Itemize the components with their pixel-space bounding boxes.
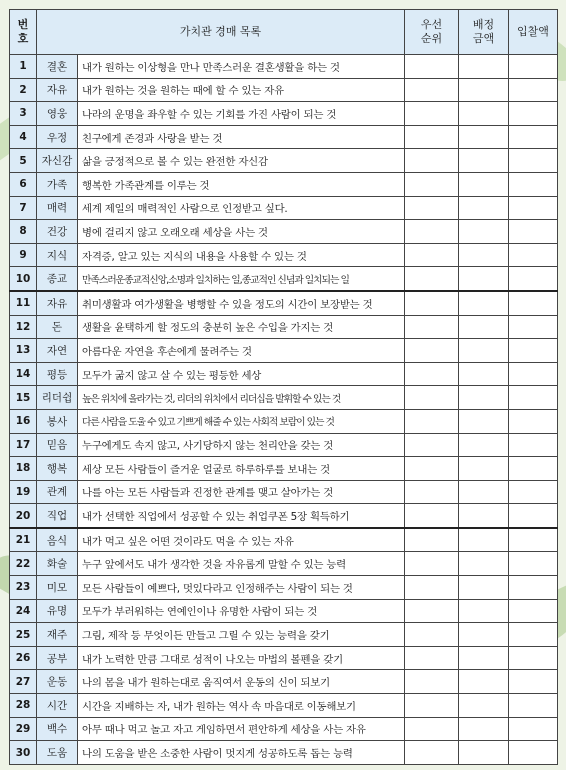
value-description: 세상 모든 사람들이 즐거운 얼굴로 하루하루를 보내는 것 (78, 457, 405, 481)
row-number: 16 (10, 409, 37, 433)
allocation-cell[interactable] (459, 339, 509, 363)
priority-cell[interactable] (405, 480, 459, 504)
value-description: 세계 제일의 매력적인 사람으로 인정받고 싶다. (78, 196, 405, 220)
bid-cell[interactable] (509, 433, 558, 457)
priority-cell[interactable] (405, 102, 459, 126)
value-category: 화술 (37, 552, 78, 576)
value-category: 매력 (37, 196, 78, 220)
header-bid: 입찰액 (509, 10, 558, 55)
row-number: 9 (10, 243, 37, 267)
bid-cell[interactable] (509, 291, 558, 315)
value-category: 유명 (37, 599, 78, 623)
value-description: 내가 선택한 직업에서 성공할 수 있는 취업쿠폰 5장 획득하기 (78, 504, 405, 528)
allocation-cell[interactable] (459, 433, 509, 457)
bid-cell[interactable] (509, 646, 558, 670)
bid-cell[interactable] (509, 172, 558, 196)
header-number: 번호 (10, 10, 37, 55)
row-number: 17 (10, 433, 37, 457)
allocation-cell[interactable] (459, 694, 509, 718)
allocation-cell[interactable] (459, 741, 509, 765)
row-number: 4 (10, 125, 37, 149)
value-category: 믿음 (37, 433, 78, 457)
value-category: 리더쉽 (37, 386, 78, 410)
value-description: 나라의 운명을 좌우할 수 있는 기회를 가진 사람이 되는 것 (78, 102, 405, 126)
row-number: 20 (10, 504, 37, 528)
bid-cell[interactable] (509, 196, 558, 220)
table-row (10, 409, 558, 433)
value-category: 음식 (37, 528, 78, 552)
priority-cell[interactable] (405, 528, 459, 552)
allocation-cell[interactable] (459, 315, 509, 339)
allocation-cell[interactable] (459, 504, 509, 528)
allocation-cell[interactable] (459, 78, 509, 102)
value-description: 그림, 제작 등 무엇이든 만들고 그릴 수 있는 능력을 갖기 (78, 623, 405, 647)
priority-cell[interactable] (405, 220, 459, 244)
table-row (10, 433, 558, 457)
allocation-cell[interactable] (459, 220, 509, 244)
table-row (10, 102, 558, 126)
bid-cell[interactable] (509, 528, 558, 552)
row-number: 18 (10, 457, 37, 481)
value-category: 관계 (37, 480, 78, 504)
allocation-cell[interactable] (459, 149, 509, 173)
value-category: 평등 (37, 362, 78, 386)
row-number: 19 (10, 480, 37, 504)
value-description: 누구에게도 속지 않고, 사기당하지 않는 천리안을 갖는 것 (78, 433, 405, 457)
priority-cell[interactable] (405, 291, 459, 315)
allocation-cell[interactable] (459, 102, 509, 126)
allocation-cell[interactable] (459, 291, 509, 315)
table-row (10, 457, 558, 481)
row-number: 25 (10, 623, 37, 647)
value-category: 지식 (37, 243, 78, 267)
table-row (10, 741, 558, 765)
row-number: 21 (10, 528, 37, 552)
table-row (10, 504, 558, 528)
bid-cell[interactable] (509, 267, 558, 291)
allocation-cell[interactable] (459, 528, 509, 552)
header-priority: 우선순위 (405, 10, 459, 55)
value-category: 자연 (37, 339, 78, 363)
allocation-cell[interactable] (459, 552, 509, 576)
priority-cell[interactable] (405, 125, 459, 149)
priority-cell[interactable] (405, 670, 459, 694)
row-number: 30 (10, 741, 37, 765)
table-row (10, 172, 558, 196)
bid-cell[interactable] (509, 362, 558, 386)
value-description: 취미생활과 여가생활을 병행할 수 있을 정도의 시간이 보장받는 것 (78, 291, 405, 315)
table-row (10, 291, 558, 315)
table-row (10, 717, 558, 741)
bid-cell[interactable] (509, 55, 558, 79)
bid-cell[interactable] (509, 457, 558, 481)
value-description: 행복한 가족관계를 이루는 것 (78, 172, 405, 196)
value-description: 누구 앞에서도 내가 생각한 것을 자유롭게 말할 수 있는 능력 (78, 552, 405, 576)
value-category: 도움 (37, 741, 78, 765)
value-description: 모든 사람들이 예쁘다, 멋있다라고 인정해주는 사람이 되는 것 (78, 576, 405, 600)
value-description: 아무 때나 먹고 놀고 자고 게임하면서 편안하게 세상을 사는 자유 (78, 717, 405, 741)
value-category: 백수 (37, 717, 78, 741)
priority-cell[interactable] (405, 149, 459, 173)
value-category: 결혼 (37, 55, 78, 79)
header-list-title: 가치관 경매 목록 (37, 10, 405, 55)
value-description: 높은 위치에 올라가는 것, 리더의 위치에서 리더십을 발휘할 수 있는 것 (78, 386, 405, 410)
bid-cell[interactable] (509, 409, 558, 433)
priority-cell[interactable] (405, 386, 459, 410)
allocation-cell[interactable] (459, 480, 509, 504)
value-description: 병에 걸리지 않고 오래오래 세상을 사는 것 (78, 220, 405, 244)
row-number: 22 (10, 552, 37, 576)
priority-cell[interactable] (405, 78, 459, 102)
priority-cell[interactable] (405, 552, 459, 576)
value-description: 내가 먹고 싶은 어떤 것이라도 먹을 수 있는 자유 (78, 528, 405, 552)
bid-cell[interactable] (509, 125, 558, 149)
priority-cell[interactable] (405, 339, 459, 363)
priority-cell[interactable] (405, 362, 459, 386)
header-allocation: 배정금액 (459, 10, 509, 55)
value-description: 자격증, 알고 있는 지식의 내용을 사용할 수 있는 것 (78, 243, 405, 267)
bid-cell[interactable] (509, 552, 558, 576)
priority-cell[interactable] (405, 172, 459, 196)
table-row (10, 339, 558, 363)
allocation-cell[interactable] (459, 172, 509, 196)
value-description: 친구에게 존경과 사랑을 받는 것 (78, 125, 405, 149)
row-number: 2 (10, 78, 37, 102)
value-category: 운동 (37, 670, 78, 694)
row-number: 6 (10, 172, 37, 196)
allocation-cell[interactable] (459, 599, 509, 623)
priority-cell[interactable] (405, 717, 459, 741)
table-row (10, 670, 558, 694)
value-category: 자신감 (37, 149, 78, 173)
priority-cell[interactable] (405, 457, 459, 481)
value-category: 미모 (37, 576, 78, 600)
table-row (10, 267, 558, 291)
row-number: 10 (10, 267, 37, 291)
priority-cell[interactable] (405, 646, 459, 670)
priority-cell[interactable] (405, 576, 459, 600)
value-category: 자유 (37, 78, 78, 102)
bid-cell[interactable] (509, 694, 558, 718)
table-row (10, 623, 558, 647)
priority-cell[interactable] (405, 196, 459, 220)
row-number: 12 (10, 315, 37, 339)
bid-cell[interactable] (509, 480, 558, 504)
bid-cell[interactable] (509, 243, 558, 267)
bid-cell[interactable] (509, 717, 558, 741)
table-row (10, 552, 558, 576)
allocation-cell[interactable] (459, 623, 509, 647)
bid-cell[interactable] (509, 623, 558, 647)
allocation-cell[interactable] (459, 386, 509, 410)
allocation-cell[interactable] (459, 646, 509, 670)
table-row (10, 55, 558, 79)
value-description: 삶을 긍정적으로 볼 수 있는 완전한 자신감 (78, 149, 405, 173)
priority-cell[interactable] (405, 409, 459, 433)
value-category: 시간 (37, 694, 78, 718)
table-row (10, 315, 558, 339)
row-number: 5 (10, 149, 37, 173)
allocation-cell[interactable] (459, 267, 509, 291)
value-category: 봉사 (37, 409, 78, 433)
priority-cell[interactable] (405, 433, 459, 457)
priority-cell[interactable] (405, 315, 459, 339)
value-category: 영웅 (37, 102, 78, 126)
value-description: 내가 노력한 만큼 그대로 성적이 나오는 마법의 볼펜을 갖기 (78, 646, 405, 670)
table-row (10, 528, 558, 552)
row-number: 26 (10, 646, 37, 670)
priority-cell[interactable] (405, 599, 459, 623)
priority-cell[interactable] (405, 623, 459, 647)
bid-cell[interactable] (509, 339, 558, 363)
table-row (10, 78, 558, 102)
value-description: 생활을 윤택하게 할 정도의 충분히 높은 수입을 가지는 것 (78, 315, 405, 339)
value-category: 가족 (37, 172, 78, 196)
table-row (10, 243, 558, 267)
row-number: 13 (10, 339, 37, 363)
row-number: 23 (10, 576, 37, 600)
value-category: 자유 (37, 291, 78, 315)
row-number: 3 (10, 102, 37, 126)
value-category: 종교 (37, 267, 78, 291)
value-description: 모두가 부러워하는 연예인이나 유명한 사람이 되는 것 (78, 599, 405, 623)
value-category: 건강 (37, 220, 78, 244)
bid-cell[interactable] (509, 576, 558, 600)
row-number: 29 (10, 717, 37, 741)
bid-cell[interactable] (509, 78, 558, 102)
allocation-cell[interactable] (459, 196, 509, 220)
table-row (10, 220, 558, 244)
priority-cell[interactable] (405, 694, 459, 718)
value-description: 내가 원하는 것을 원하는 때에 할 수 있는 자유 (78, 78, 405, 102)
bid-cell[interactable] (509, 102, 558, 126)
row-number: 27 (10, 670, 37, 694)
row-number: 15 (10, 386, 37, 410)
allocation-cell[interactable] (459, 125, 509, 149)
allocation-cell[interactable] (459, 457, 509, 481)
allocation-cell[interactable] (459, 717, 509, 741)
table-row (10, 362, 558, 386)
table-row (10, 196, 558, 220)
bid-cell[interactable] (509, 315, 558, 339)
value-auction-table (9, 9, 558, 765)
value-description: 나의 도움을 받은 소중한 사람이 멋지게 성공하도록 돕는 능력 (78, 741, 405, 765)
row-number: 1 (10, 55, 37, 79)
table-row (10, 149, 558, 173)
value-description: 만족스러운종교적신앙,소명과 일치하는 일,종교적인 신념과 일치되는 일 (78, 267, 405, 291)
bid-cell[interactable] (509, 149, 558, 173)
row-number: 8 (10, 220, 37, 244)
bid-cell[interactable] (509, 504, 558, 528)
priority-cell[interactable] (405, 741, 459, 765)
value-category: 직업 (37, 504, 78, 528)
allocation-cell[interactable] (459, 576, 509, 600)
table-row (10, 480, 558, 504)
table-row (10, 646, 558, 670)
value-description: 내가 원하는 이상형을 만나 만족스러운 결혼생활을 하는 것 (78, 55, 405, 79)
bid-cell[interactable] (509, 599, 558, 623)
bid-cell[interactable] (509, 386, 558, 410)
priority-cell[interactable] (405, 55, 459, 79)
allocation-cell[interactable] (459, 409, 509, 433)
row-number: 11 (10, 291, 37, 315)
table-row (10, 599, 558, 623)
value-category: 행복 (37, 457, 78, 481)
allocation-cell[interactable] (459, 55, 509, 79)
value-category: 우정 (37, 125, 78, 149)
bid-cell[interactable] (509, 670, 558, 694)
value-category: 돈 (37, 315, 78, 339)
bid-cell[interactable] (509, 220, 558, 244)
row-number: 24 (10, 599, 37, 623)
priority-cell[interactable] (405, 243, 459, 267)
bid-cell[interactable] (509, 741, 558, 765)
value-auction-sheet (9, 9, 557, 763)
table-header-row (10, 10, 558, 55)
value-description: 다른 사람을 도울 수 있고 기쁘게 해줄 수 있는 사회적 보람이 있는 것 (78, 409, 405, 433)
allocation-cell[interactable] (459, 362, 509, 386)
row-number: 28 (10, 694, 37, 718)
allocation-cell[interactable] (459, 243, 509, 267)
allocation-cell[interactable] (459, 670, 509, 694)
row-number: 14 (10, 362, 37, 386)
row-number: 7 (10, 196, 37, 220)
value-category: 공부 (37, 646, 78, 670)
table-row (10, 125, 558, 149)
value-description: 아름다운 자연을 후손에게 물려주는 것 (78, 339, 405, 363)
table-row (10, 386, 558, 410)
value-description: 시간을 지배하는 자, 내가 원하는 역사 속 마음대로 이동해보기 (78, 694, 405, 718)
table-row (10, 694, 558, 718)
value-description: 모두가 굶지 않고 살 수 있는 평등한 세상 (78, 362, 405, 386)
value-description: 나의 몸을 내가 원하는대로 움직여서 운동의 신이 되보기 (78, 670, 405, 694)
value-description: 나를 아는 모든 사람들과 진정한 관계를 맺고 살아가는 것 (78, 480, 405, 504)
table-row (10, 576, 558, 600)
priority-cell[interactable] (405, 267, 459, 291)
priority-cell[interactable] (405, 504, 459, 528)
value-category: 재주 (37, 623, 78, 647)
